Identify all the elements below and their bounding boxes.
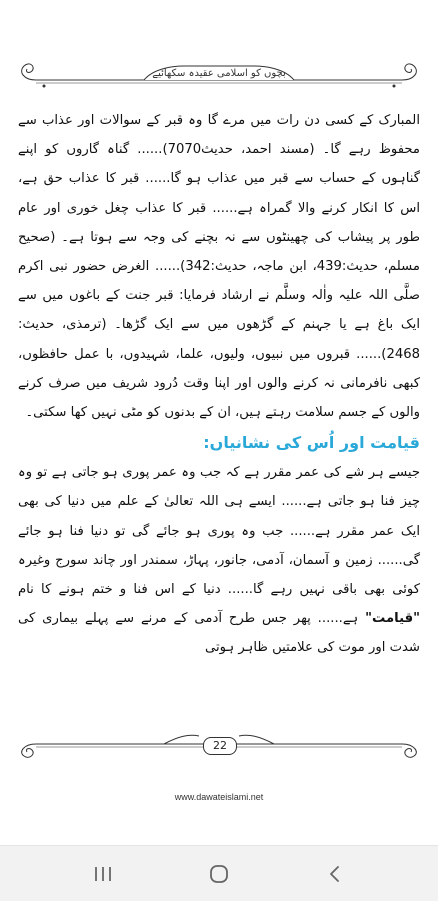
page-footer [14,728,424,760]
back-button[interactable] [320,860,350,888]
home-icon [207,862,231,886]
android-navigation-bar [0,845,438,901]
section-heading: قیامت اور اُس کی نشانیاں: [203,433,420,453]
paragraph-grave: المبارک کے کسی دن رات میں مرے گا وہ قبر کے سوالات اور عذاب سے محفوظ رہے گا۔ (مسند احمد، حدیث7070)...... گناہ گاروں کو اپنے گناہوں کے حساب سے قبر میں عذاب ہو گا...... قبر کا عذاب حق ہے، اس کا انکار کرنے والا گمراہ ہے...... قبر کا عذاب چغل خوری اور عام طور پر پیشاب کی چھینٹوں سے نہ بچنے کی وجہ سے ہوتا ہے۔ (صحیح مسلم، حدیث:439، ابن ماجہ، حدیث:342)...... الغرض حضور نبی اکرم صلَّی اللہ علیہ واٰلہ وسلَّم نے ارشاد فرمایا: قبر جنت کے باغوں میں سے ایک باغ ہے یا جہنم کے گڑھوں میں سے ایک گڑھا۔ (ترمذی، حدیث: 2468)...... قبروں میں نبیوں، ولیوں، علما، شہیدوں، با عمل حافظوں، کبھی نافرمانی نہ کرنے والوں اور اپنا وقت دُرود شریف میں صرف کرنے والوں کے جسم سلامت رہتے ہیں، ان کے بدنوں کو مٹی نہیں کھا سکتی۔ [18,113,420,421]
paragraph-qiyamat [18,458,420,662]
paragraph-qiyamat-continuation: ہے...... پھر جس طرح آدمی کے مرنے سے پہلے بیماری کی شدت اور موت کی علامتیں ظاہر ہوتی [18,611,420,656]
recent-apps-button[interactable] [88,860,118,888]
website-url[interactable]: www.dawateislami.net [174,792,264,802]
header-title: بچوں کو اسلامی عقیدہ سکھائیے [152,68,286,79]
recent-apps-icon [92,865,114,883]
paragraph-qiyamat-text: جیسے ہر شے کی عمر مقرر ہے کہ جب وہ عمر پوری ہو جاتی ہے تو وہ چیز فنا ہو جاتی ہے...... ایسے ہی اللہ تعالیٰ کے علم میں دنیا کی بھی ایک عمر مقرر ہے...... جب وہ پوری ہو جائے گی تو دنیا فنا ہو جائے گی...... زمین و آسمان، آدمی، جانور، پہاڑ، سمندر اور چاند سورج وغیرہ کوئی بھی باقی نہیں رہے گا...... دنیا کے اس فنا و ختم ہونے کا نام [18,465,420,598]
qiyamat-term: "قیامت" [365,611,420,627]
back-icon [325,864,345,884]
home-button[interactable] [204,860,234,888]
page-header [14,58,424,94]
page-number: 22 [203,737,237,755]
page-body [18,106,420,663]
